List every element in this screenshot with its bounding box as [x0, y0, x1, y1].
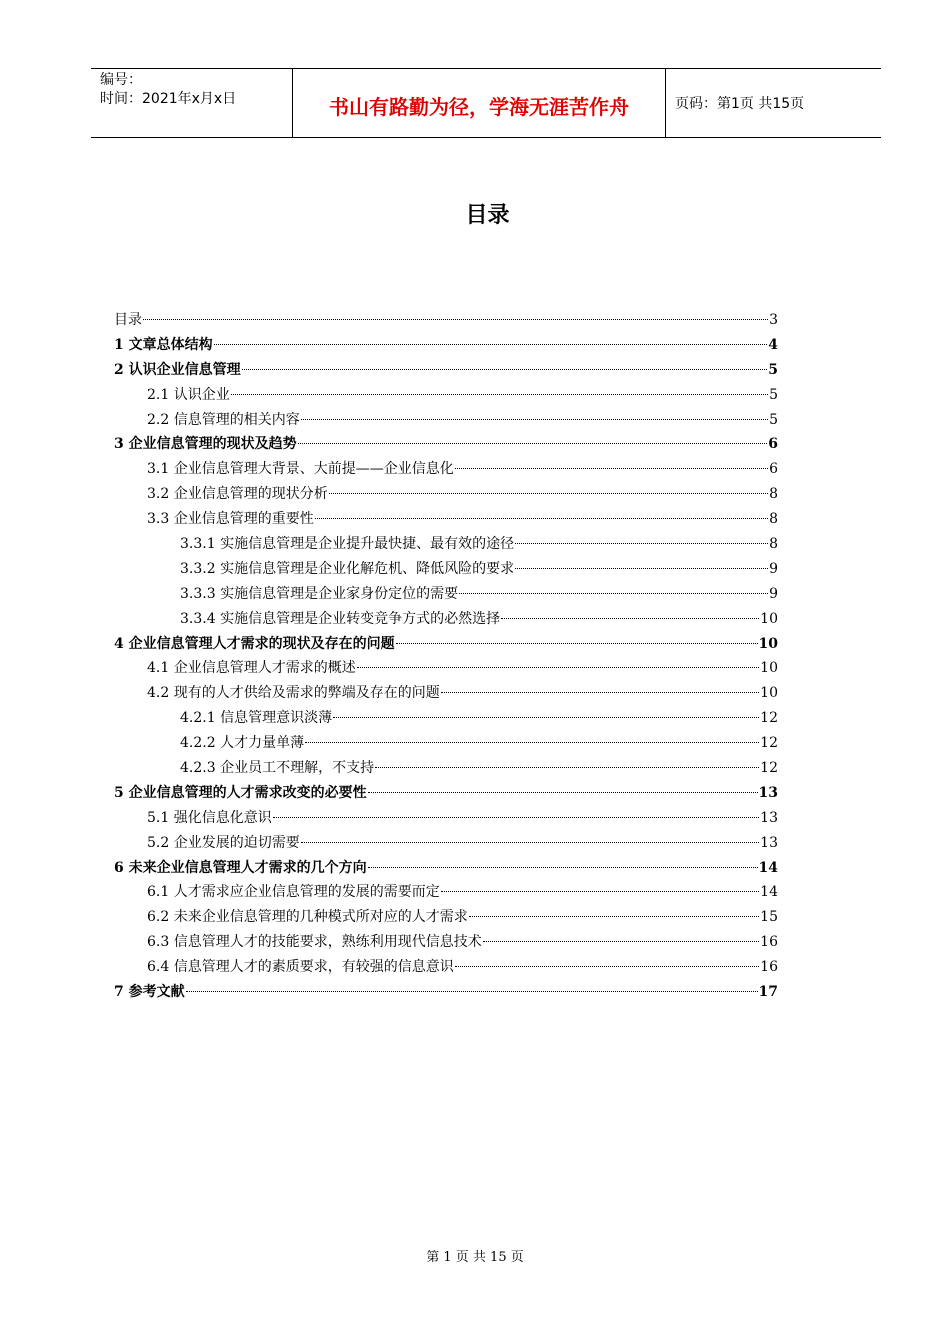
toc-dot-leader: [333, 717, 759, 718]
toc-entry-page: 5: [769, 386, 778, 403]
toc-entry-page: 8: [769, 511, 778, 528]
toc-entry[interactable]: [114, 358, 778, 383]
toc-entry-text: 5.1 强化信息化意识: [147, 809, 272, 826]
toc-dot-leader: [441, 692, 759, 693]
toc-dot-leader: [214, 344, 768, 345]
toc-entry-text: 3.3.2 实施信息管理是企业化解危机、降低风险的要求: [180, 560, 515, 577]
toc-entry[interactable]: [114, 308, 778, 333]
toc-dot-leader: [357, 667, 759, 668]
page-footer: 第 1 页 共 15 页: [426, 1250, 524, 1265]
toc-entry-text: 2 认识企业信息管理: [114, 361, 241, 378]
toc-entry-page: 12: [760, 735, 778, 752]
toc-dot-leader: [186, 991, 758, 992]
toc-entry-page: 12: [760, 710, 778, 727]
toc-dot-leader: [375, 767, 759, 768]
toc-entry-page: 13: [760, 809, 778, 826]
toc-entry-text: 4 企业信息管理人才需求的现状及存在的问题: [114, 635, 395, 652]
table-of-contents: [114, 308, 778, 1005]
toc-entry-text: 2.2 信息管理的相关内容: [147, 411, 300, 428]
toc-entry[interactable]: [114, 905, 778, 930]
toc-entry-text: 3.1 企业信息管理大背景、大前提——企业信息化: [147, 461, 454, 478]
toc-entry[interactable]: [114, 607, 778, 632]
toc-entry-page: 6: [768, 436, 778, 453]
toc-dot-leader: [501, 618, 759, 619]
toc-entry-page: 12: [760, 760, 778, 777]
toc-entry-text: 4.1 企业信息管理人才需求的概述: [147, 660, 356, 677]
toc-entry-page: 16: [760, 959, 778, 976]
toc-entry-page: 3: [769, 312, 778, 328]
toc-entry-text: 6.1 人才需求应企业信息管理的发展的需要而定: [147, 884, 440, 901]
toc-entry-page: 8: [769, 536, 778, 553]
toc-dot-leader: [368, 792, 758, 793]
toc-entry[interactable]: [114, 831, 778, 856]
toc-dot-leader: [368, 867, 758, 868]
toc-entry[interactable]: [114, 880, 778, 905]
toc-entry[interactable]: [114, 383, 778, 408]
header-meta: [100, 71, 236, 109]
toc-entry-page: 10: [760, 660, 778, 677]
toc-entry-text: 3.3.4 实施信息管理是企业转变竞争方式的必然选择: [180, 610, 501, 627]
toc-entry-text: 6.2 未来企业信息管理的几种模式所对应的人才需求: [147, 909, 468, 926]
toc-entry[interactable]: [114, 557, 778, 582]
toc-dot-leader: [301, 842, 759, 843]
toc-entry-text: 3.3 企业信息管理的重要性: [147, 511, 314, 528]
toc-entry-text: 6 未来企业信息管理人才需求的几个方向: [114, 859, 367, 876]
toc-entry-page: 10: [760, 610, 778, 627]
toc-entry-text: 3.3.1 实施信息管理是企业提升最快捷、最有效的途径: [180, 536, 515, 553]
toc-dot-leader: [273, 817, 759, 818]
toc-entry-text: 4.2 现有的人才供给及需求的弊端及存在的问题: [147, 685, 440, 702]
toc-entry[interactable]: [114, 582, 778, 607]
toc-entry-page: 10: [758, 635, 778, 652]
toc-entry-text: 3 企业信息管理的现状及趋势: [114, 436, 297, 453]
toc-entry-text: 目录: [114, 312, 142, 328]
toc-entry[interactable]: [114, 482, 778, 507]
toc-entry[interactable]: [114, 408, 778, 433]
toc-entry-page: 13: [760, 834, 778, 851]
toc-dot-leader: [329, 493, 768, 494]
toc-entry-text: 6.3 信息管理人才的技能要求，熟练利用现代信息技术: [147, 934, 482, 951]
toc-entry-page: 5: [768, 361, 778, 378]
header-page-label: 页码：第1页 共15页: [675, 96, 805, 112]
toc-dot-leader: [441, 891, 759, 892]
toc-entry[interactable]: [114, 333, 778, 358]
toc-entry[interactable]: [114, 930, 778, 955]
toc-entry[interactable]: [114, 432, 778, 457]
toc-dot-leader: [298, 443, 768, 444]
toc-entry[interactable]: [114, 507, 778, 532]
toc-entry-page: 10: [760, 685, 778, 702]
toc-entry[interactable]: [114, 457, 778, 482]
page-header: [91, 68, 881, 138]
toc-entry-text: 7 参考文献: [114, 984, 185, 1001]
toc-entry-page: 9: [769, 585, 778, 602]
toc-entry[interactable]: [114, 632, 778, 657]
toc-dot-leader: [143, 319, 768, 320]
toc-dot-leader: [231, 394, 768, 395]
toc-entry[interactable]: [114, 980, 778, 1005]
toc-dot-leader: [455, 966, 759, 967]
toc-entry-page: 13: [758, 784, 778, 801]
toc-dot-leader: [459, 593, 768, 594]
toc-entry-text: 5 企业信息管理的人才需求改变的必要性: [114, 784, 367, 801]
page-title: 目录: [465, 203, 510, 228]
toc-entry[interactable]: [114, 731, 778, 756]
toc-entry-page: 5: [769, 411, 778, 428]
toc-entry-text: 2.1 认识企业: [147, 386, 230, 403]
toc-entry[interactable]: [114, 681, 778, 706]
header-time-label: 时间：2021年x月x日: [100, 91, 237, 107]
toc-entry-text: 3.2 企业信息管理的现状分析: [147, 486, 328, 503]
toc-entry[interactable]: [114, 706, 778, 731]
toc-entry-text: 5.2 企业发展的迫切需要: [147, 834, 300, 851]
toc-entry[interactable]: [114, 781, 778, 806]
toc-dot-leader: [242, 369, 768, 370]
toc-entry[interactable]: [114, 656, 778, 681]
toc-dot-leader: [305, 742, 759, 743]
toc-entry-page: 4: [768, 336, 778, 353]
toc-dot-leader: [515, 568, 768, 569]
toc-entry[interactable]: [114, 856, 778, 881]
toc-entry-page: 14: [758, 859, 778, 876]
header-divider-right: [665, 69, 666, 137]
toc-entry[interactable]: [114, 806, 778, 831]
toc-entry-text: 1 文章总体结构: [114, 336, 213, 353]
toc-entry-text: 4.2.2 人才力量单薄: [180, 735, 305, 752]
toc-entry-page: 9: [769, 560, 778, 577]
header-number-label: 编号：: [100, 72, 142, 88]
toc-entry[interactable]: [114, 955, 778, 980]
toc-dot-leader: [315, 518, 768, 519]
toc-entry-page: 8: [769, 486, 778, 503]
toc-dot-leader: [396, 643, 758, 644]
toc-entry-text: 4.2.1 信息管理意识淡薄: [180, 710, 333, 727]
toc-entry-page: 17: [758, 984, 778, 1001]
toc-entry[interactable]: [114, 756, 778, 781]
toc-entry-page: 15: [760, 909, 778, 926]
toc-dot-leader: [483, 941, 759, 942]
toc-dot-leader: [469, 916, 759, 917]
toc-entry-text: 4.2.3 企业员工不理解，不支持: [180, 760, 375, 777]
toc-dot-leader: [455, 468, 768, 469]
toc-entry-page: 14: [760, 884, 778, 901]
toc-dot-leader: [301, 419, 768, 420]
toc-entry-page: 6: [769, 461, 778, 478]
toc-entry[interactable]: [114, 532, 778, 557]
toc-entry-text: 3.3.3 实施信息管理是企业家身份定位的需要: [180, 585, 459, 602]
toc-entry-text: 6.4 信息管理人才的素质要求，有较强的信息意识: [147, 959, 454, 976]
toc-dot-leader: [515, 543, 768, 544]
toc-entry-page: 16: [760, 934, 778, 951]
header-motto: 书山有路勤为径，学海无涯苦作舟: [329, 95, 629, 119]
